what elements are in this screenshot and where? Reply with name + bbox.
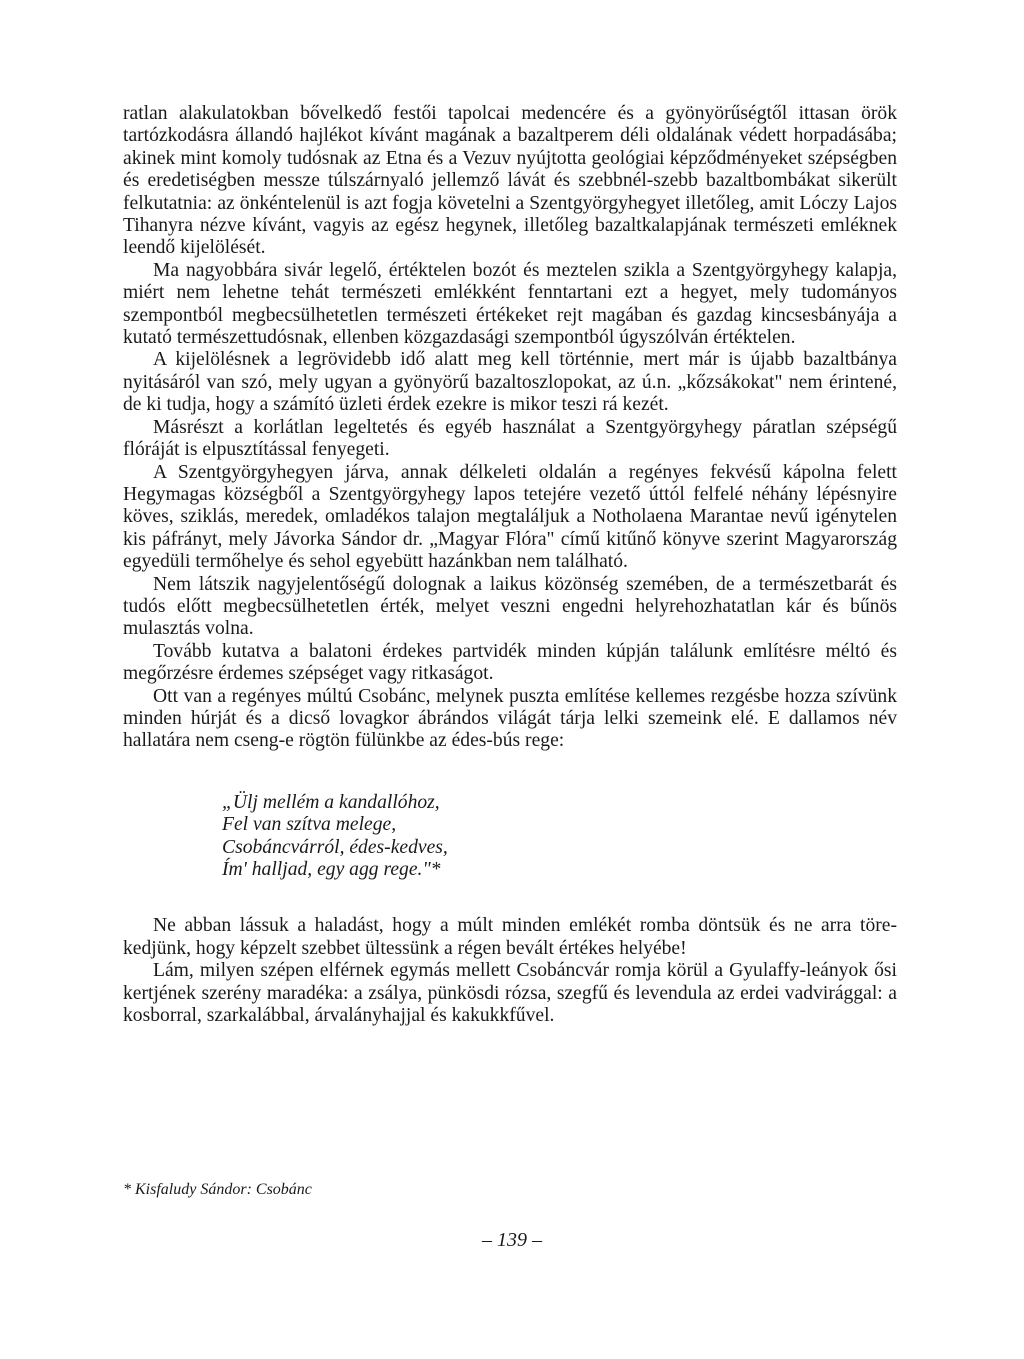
paragraph: Nem látszik nagyjelentőségű dolognak a laikus közönség szemében, de a természetbarát és tudós előtt megbecsülhetetlen érték, melyet veszni engedni helyrehozhatatlan kár és bűnös mulasztás volna. [123, 573, 897, 640]
paragraph: A kijelölésnek a legrövidebb idő alatt meg kell történnie, mert már is újabb bazaltbánya nyitásáról van szó, mely ugyan a gyönyörű bazaltoszlopokat, az ú.n. „kőzsákokat" nem érintené, de ki tudja, hogy a számító üzleti érdek ezekre is mikor teszi rá kezét. [123, 349, 897, 416]
poem-line: Csobáncvárról, édes-kedves, [222, 836, 448, 858]
paragraph: Ne abban lássuk a haladást, hogy a múlt minden emlékét romba döntsük és ne arra törekedjünk, hogy képzelt szebbet ültessünk a régen bevált értékes helyébe! [123, 915, 897, 959]
paragraph: Lám, milyen szépen elférnek egymás mellett Csobáncvár romja körül a Gyulaffy-leányok ősi kertjének szerény maradéka: a zsálya, pünkösdi rózsa, szegfű és levendula az erdei vadvirággal: a kosborral, szarkalábbal, árvalányhajjal és kakukkfűvel. [123, 960, 897, 1027]
poem-line: Ím' halljad, egy agg rege."* [222, 859, 441, 880]
poem-line: „Ülj mellém a kandallóhoz, [222, 791, 440, 813]
paragraph: Ma nagyobbára sivár legelő, értéktelen bozót és meztelen szikla a Szentgyörgyhegy kalapja, miért nem lehetne tehát természeti emlékként fenntartani ezt a hegyet, mely tudományos szempontból megbecsülhetetlen természeti értékeket rejt magában és gazdag kincsesbányája a kutató természettudósnak, ellenben közgazdasági szempontból úgyszólván értéktelen. [123, 259, 897, 349]
page-number: – 139 – [482, 1229, 542, 1251]
paragraph: A Szentgyörgyhegyen járva, annak délkeleti oldalán a regényes fekvésű kápolna felett Hegymagas községből a Szentgyörgyhegy lapos tetejére vezető úttól felfelé néhány lépésnyire köves, sziklás, meredek, omladékos talajon megtaláljuk a Notholaena Marantae nevű igénytelen kis páfrányt, mely Jávorka Sándor dr. „Magyar Flóra" című kitűnő könyve szerint Magyarország egyedüli termőhelye és sehol egyebütt hazánkban nem található. [123, 461, 897, 573]
paragraph: Másrészt a korlátlan legeltetés és egyéb használat a Szentgyörgyhegy páratlan szépségű flóráját is elpusztítással fenyegeti. [123, 416, 897, 461]
paragraph: Tovább kutatva a balatoni érdekes partvidék minden kúpján találunk említésre méltó és megőrzésre érdemes szépséget vagy ritkaságot. [123, 640, 897, 685]
poem-quote [222, 792, 897, 882]
paragraph: Ott van a regényes múltú Csobánc, melynek puszta említése kellemes rezgésbe hozza szívünk minden húrját és a dicső lovagkor ábrándos világát tárja lelki szemeink elé. E dallamos név hallatára nem cseng-e rögtön fülünkbe az édes-bús rege: [123, 685, 897, 752]
main-text [123, 103, 897, 1027]
footnote: * Kisfaludy Sándor: Csobánc [123, 1181, 312, 1198]
paragraph: ratlan alakulatokban bővelkedő festői tapolcai medencére és a gyönyörűségtől ittasan örök tartózkodásra állandó hajlékot kívánt magának a bazaltperem déli oldalának védett horpadásába; akinek mint komoly tudósnak az Etna és a Vezuv nyújtotta geológiai képződményeket szépségben és eredetiségben messze túlszárnyaló jellemző lávát és szebbnél-szebb bazaltbombákat sikerült felkutatnia: az önkéntelenül is azt fogja követelni a Szentgyörgyhegyet illetőleg, amit Lóczy Lajos Tihanyra nézve kívánt, vagyis az egész hegynek, illetőleg bazaltkalapjának természeti emléknek leendő kijelölését. [123, 103, 897, 259]
poem-line: Fel van szítva melege, [222, 814, 397, 836]
